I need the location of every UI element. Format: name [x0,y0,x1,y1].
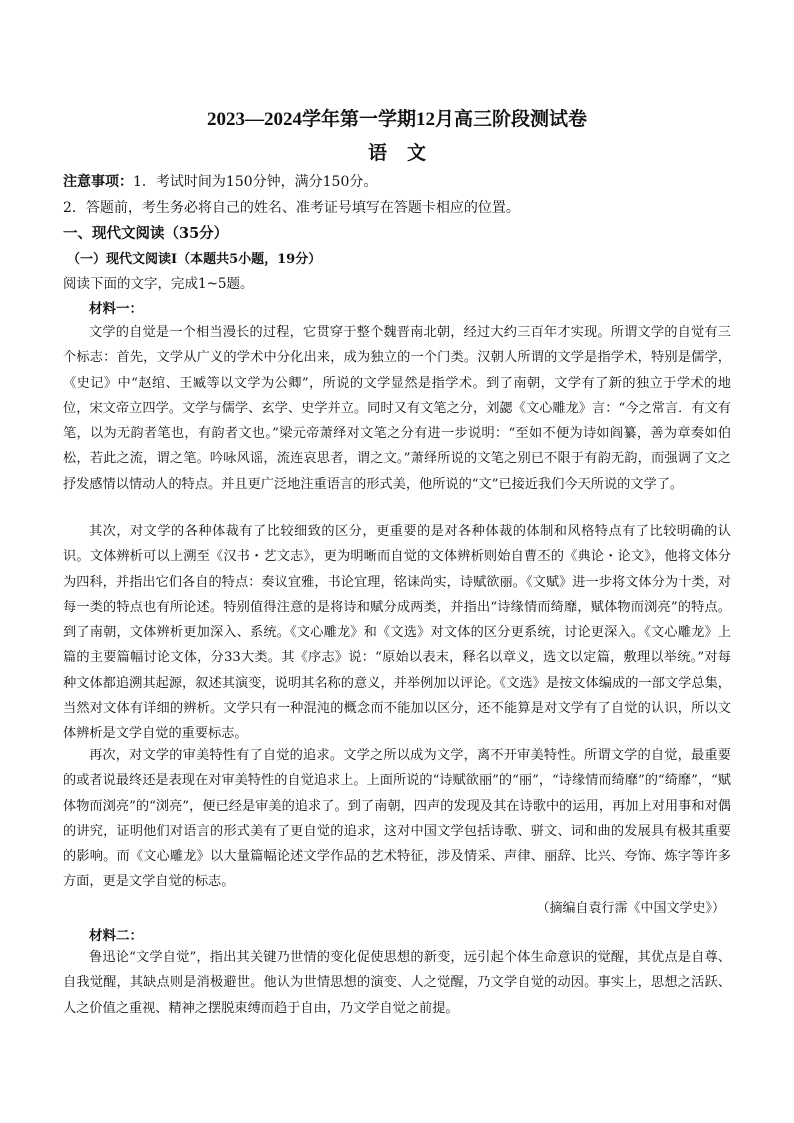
material-2-label: 材料二： [89,928,143,944]
sub-section-heading: （一）现代文阅读Ⅰ（本题共5小题，19分） [67,252,322,267]
material-1-paragraph-2: 其次，对文学的各种体裁有了比较细致的区分，更重要的是对各种体裁的体制和风格特点有了比较明确的认识。文体辨析可以上溯至《汉书・艺文志》，更为明晰而自觉的文体辨析则始自曹丕的《典论・论文》，他将文体分为四科，并指出它们各自的特点：奏议宜雅，书论宜理，铭诔尚实，诗赋欲丽。《文赋》进一步将文体分为十类，对每一类的特点也有所论述。特别值得注意的是将诗和赋分成两类，并指出“诗缘情而绮靡，赋体物而浏亮”的特点。到了南朝，文体辨析更加深入、系统。《文心雕龙》和《文选》对文体的区分更系统，讨论更深入。《文心雕龙》上篇的主要篇幅讨论文体，分33大类。其《序志》说：“原始以表末，释名以章义，选文以定篇，敷理以举统。”对每种文体都追溯其起源，叙述其演变，说明其名称的意义，并举例加以评论。《文选》是按文体编成的一部文学总集，当然对文体有详细的辨析。文学只有一种混沌的概念而不能加以区分，还不能算是对文学有了自觉的认识，所以文体辨析是文学自觉的重要标志。 [63,524,731,742]
material-2-paragraph-1: 鲁迅论“文学自觉”，指出其关键乃世情的变化促使思想的新变，远引起个体生命意识的觉醒，其优点是自尊、自我觉醒，其缺点则是消极避世。他认为世情思想的演变、人之觉醒，乃文学自觉的动因。事实上，思想之活跃、人之价值之重视、精神之摆脱束缚而趋于自由，乃文学自觉之前提。 [63,950,731,1016]
reading-instruction: 阅读下面的文字，完成1~5题。 [63,276,254,292]
material-1-paragraph-3: 再次，对文学的审美特性有了自觉的追求。文学之所以成为文学，离不开审美特性。所谓文学的自觉，最重要的或者说最终还是表现在对审美特性的自觉追求上。上面所说的“诗赋欲丽”的“丽”，“诗缘情而绮靡”的“绮靡”，“赋体物而浏亮”的“浏亮”，便已经是审美的追求了。到了南朝，四声的发现及其在诗歌中的运用，再加上对用事和对偶的讲究，证明他们对语言的形式美有了更自觉的追求，这对中国文学包括诗歌、骈文、词和曲的发展具有极其重要的影响。而《文心雕龙》以大量篇幅论述文学作品的艺术特征，涉及情采、声律、丽辞、比兴、夸饰、炼字等许多方面，更是文学自觉的标志。 [63,748,731,890]
subject-title: 语文 [367,142,446,164]
notice-line-1 [63,172,377,192]
material-1-source: （摘编自袁行霈《中国文学史》） [536,901,725,916]
material-1-paragraph-1: 文学的自觉是一个相当漫长的过程，它贯穿于整个魏晋南北朝，经过大约三百年才实现。所谓文学的自觉有三个标志：首先，文学从广义的学术中分化出来，成为独立的一个门类。汉朝人所谓的文学是指学术，特别是儒学，《史记》中“赵绾、王臧等以文学为公卿”，所说的文学显然是指学术。到了南朝，文学有了新的独立于学术的地位，宋文帝立四学。文学与儒学、玄学、史学并立。同时又有文笔之分，刘勰《文心雕龙》言：“今之常言．有文有笔，以为无韵者笔也，有韵者文也。”梁元帝萧绎对文笔之分有进一步说明：“至如不便为诗如阎纂，善为章奏如伯松，若此之流，谓之笔。吟咏风谣，流连哀思者，谓之文。”萧绎所说的文笔之别已不限于有韵无韵，而强调了文之抒发感情以情动人的特点。并且更广泛地注重语言的形式美，他所说的“文”已接近我们今天所说的文学了。 [63,325,731,492]
notice-label: 注意事项： [63,174,133,190]
exam-title: 2023—2024学年第一学期12月高三阶段测试卷 [206,109,587,130]
notice-item-1: 1．考试时间为150分钟，满分150分。 [133,174,378,190]
notice-item-2: 2．答题前，考生务必将自己的姓名、准考证号填写在答题卡相应的位置。 [63,200,520,216]
material-1-label: 材料一： [89,301,143,317]
section-heading: 一、现代文阅读（35分） [63,225,229,242]
